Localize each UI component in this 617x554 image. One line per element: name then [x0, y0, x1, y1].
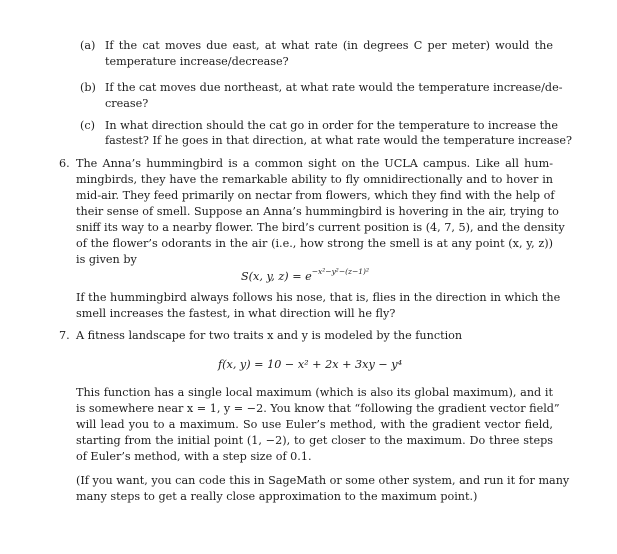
problem-6-line-5: sniff its way to a nearby flower. The bird’s current position is (4, 7, 5), and the density: [76, 221, 565, 234]
odorant-density-formula: [241, 269, 369, 284]
fitness-function-formula: f(x, y) = 10 − x² + 2x + 3xy − y⁴: [218, 358, 403, 371]
formula-exponent: −x²−y²−(z−1)²: [311, 267, 369, 277]
subpart-b-line-1: If the cat moves due northeast, at what rate would the temperature increase/de-: [105, 81, 563, 94]
problem-6-line-2: mingbirds, they have the remarkable ability to fly omnidirectionally and to hover in: [76, 173, 553, 186]
subpart-c-line-2: fastest? If he goes in that direction, at what rate would the temperature increase?: [105, 134, 573, 147]
problem-7-line-1: This function has a single local maximum (which is also its global maximum), and it: [76, 386, 553, 399]
problem-7-line-4: starting from the initial point (1, −2), to get closer to the maximum. Do three steps: [76, 434, 553, 447]
problem-6-line-7: is given by: [76, 253, 137, 266]
problem-6-line-6: of the flower’s odorants in the air (i.e., how strong the smell is at any point (x, y, z)): [76, 237, 553, 250]
problem-7-line-2: is somewhere near x = 1, y = −2. You know that “following the gradient vector field”: [76, 402, 560, 415]
problem-7-number: 7.: [59, 329, 70, 342]
problem-7-note-line-1: (If you want, you can code this in SageMath or some other system, and run it for many: [76, 474, 570, 487]
problem-7-intro: A fitness landscape for two traits x and y is modeled by the function: [76, 329, 463, 342]
formula-lhs: S(x, y, z) = e: [241, 270, 312, 283]
subpart-a-line-1: If the cat moves due east, at what rate (in degrees C per meter) would the: [105, 39, 553, 52]
subpart-b-label: (b): [80, 81, 96, 94]
problem-6-line-3: mid-air. They feed primarily on nectar from flowers, which they find with the help of: [76, 189, 555, 202]
subpart-a-label: (a): [80, 39, 96, 52]
problem-7-line-3: will lead you to a maximum. So use Euler’s method, with the gradient vector field,: [76, 418, 553, 431]
problem-7-line-5: of Euler’s method, with a step size of 0.1.: [76, 450, 312, 463]
subpart-a-line-2: temperature increase/decrease?: [105, 55, 289, 68]
problem-6-line-1: The Anna’s hummingbird is a common sight on the UCLA campus. Like all hum-: [76, 157, 553, 170]
problem-6-follow-line-2: smell increases the fastest, in what direction will he fly?: [76, 307, 396, 320]
subpart-c-line-1: In what direction should the cat go in order for the temperature to increase the: [105, 119, 558, 132]
problem-6-line-4: their sense of smell. Suppose an Anna’s hummingbird is hovering in the air, trying to: [76, 205, 559, 218]
subpart-b-line-2: crease?: [105, 97, 149, 110]
problem-6-follow-line-1: If the hummingbird always follows his nose, that is, flies in the direction in which the: [76, 291, 561, 304]
problem-7-note-line-2: many steps to get a really close approximation to the maximum point.): [76, 490, 478, 503]
subpart-c-label: (c): [80, 119, 95, 132]
problem-6-number: 6.: [59, 157, 70, 170]
